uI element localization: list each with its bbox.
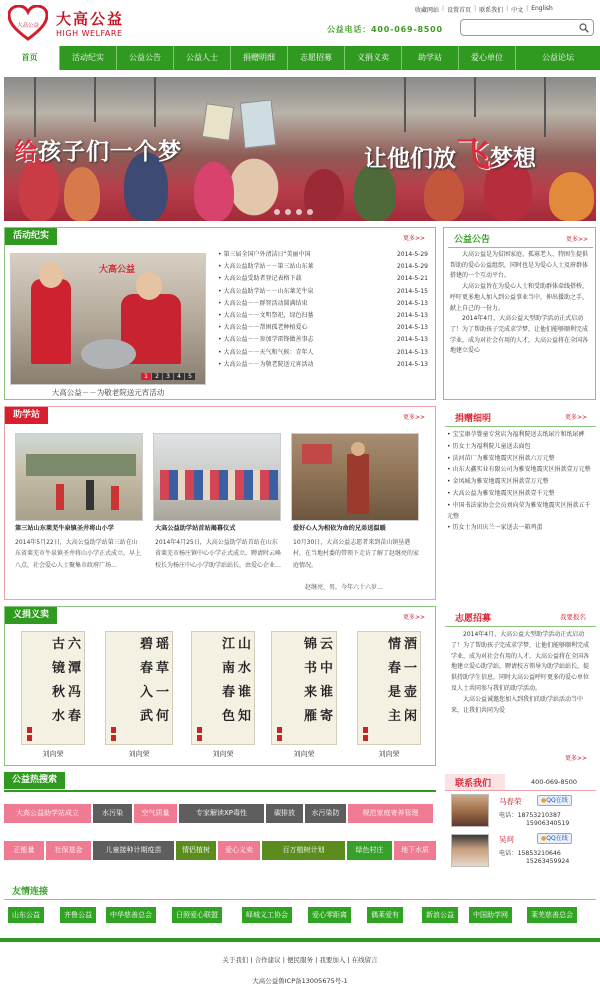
calligraphy-char: 书 (304, 661, 318, 676)
contact-tel: 15853210646 (517, 850, 561, 857)
activities-featured-photo[interactable] (10, 253, 206, 385)
study-extra-3: 赵继亮，男，今年六十六岁… (305, 584, 384, 591)
calligraphy-char: 江 (222, 637, 236, 652)
donation-item[interactable]: • 历女士为田庆兰一家送去一箱鸡蛋 (447, 523, 594, 534)
calligraphy-char: 入 (140, 685, 154, 700)
activity-news-title[interactable]: • 大高公益助学站－－山东莱芜牛泉 (218, 286, 383, 298)
calligraphy-char: 南 (222, 661, 236, 676)
activity-news-date: 2014-5-13 (396, 324, 428, 332)
study-summary-1: 2014年5月22日，大高公益助学站第三站在山东省莱芜市牛泉镇圣井将山小学正式成立。早上八点，社会爱心人士聚集市政府广场… (15, 539, 142, 569)
donation-item[interactable]: • 宝宝康孕婴童专营店为福利院送去纸尿片和纸尿裤 (447, 430, 594, 441)
activity-news-title[interactable]: • 大高公益－－天气和气候：青年人 (218, 347, 383, 359)
contact-name: 吴珂 (499, 835, 514, 844)
contact-name: 马春荣 (499, 797, 522, 806)
calligraphy-char: 闲 (404, 709, 418, 724)
activities-title: 活动纪实 (5, 228, 57, 245)
activity-news-title[interactable]: • 大高公益受助者登记表格下载 (218, 273, 383, 285)
activity-news-date: 2014-5-21 (396, 275, 428, 283)
calligraphy-char: 碧 (140, 637, 154, 652)
activity-news-title[interactable]: • 大高公益－－群智活动圆满结束 (218, 298, 383, 310)
calligraphy-author: 刘向荣 (212, 750, 234, 758)
photo-page-5[interactable]: 5 (185, 373, 195, 380)
footer-link-service[interactable]: 便民服务 (287, 956, 313, 964)
study-photo-2[interactable] (153, 433, 281, 521)
volunteer-paragraph: 大高公益诚邀您加入到我们的助学站活动当中来，让我们共同为爱 (451, 695, 584, 714)
calligraphy-char: 镜 (52, 661, 66, 676)
calligraphy-char: 壶 (404, 685, 418, 700)
banner-slogan-left-red: 给 (14, 138, 38, 165)
calligraphy-seal (277, 735, 282, 741)
donations-more-link[interactable]: 更多>> (565, 414, 588, 421)
contact-title: 联系我们 (455, 779, 492, 789)
charity-sale-more-link[interactable]: 更多>> (403, 614, 426, 621)
footer-links: 关于我们 | 合作建议 | 便民服务 | 我要加入 | 在线留言 (222, 956, 378, 964)
calligraphy-column (304, 638, 318, 734)
nav-people[interactable]: 公益人士 (174, 46, 231, 70)
announcement-title: 公益公告 (454, 235, 491, 245)
hot-search-tag[interactable]: 情侣植树 (176, 841, 216, 860)
calligraphy-char: 寄 (320, 709, 334, 724)
activity-news-item[interactable] (218, 310, 428, 322)
top-link-english[interactable]: English (531, 5, 553, 12)
hot-search-tag[interactable]: 水污染 (93, 804, 132, 823)
study-headline-2[interactable]: 大高公益助学站首站揭幕仪式 (155, 525, 236, 532)
activity-news-date: 2014-5-13 (396, 360, 428, 368)
calligraphy-seal (197, 727, 202, 733)
banner-dot[interactable] (274, 209, 280, 215)
hot-search-tag[interactable]: 爱心义卖 (218, 841, 260, 860)
activity-news-title[interactable]: • 大高公益助学站－－第三站山东莱 (218, 261, 383, 273)
calligraphy-char: 雁 (304, 709, 318, 724)
friend-link[interactable]: 中华慈善总会 (106, 907, 156, 923)
activity-news-item[interactable] (218, 261, 428, 273)
friend-link[interactable]: 中国助学网 (469, 907, 512, 923)
calligraphy-char: 潭 (68, 661, 82, 676)
banner-dot[interactable] (307, 209, 313, 215)
friend-link[interactable]: 爱心零距离 (308, 907, 351, 923)
hot-search-tag[interactable]: 大高公益助学站成立 (4, 804, 91, 823)
contact-tel2: 15263459924 (526, 858, 570, 865)
qq-online-label: QQ在线 (546, 797, 568, 804)
calligraphy-char: 春 (68, 709, 82, 724)
nav-study-station[interactable]: 助学站 (402, 46, 459, 70)
calligraphy-author: 刘向荣 (128, 750, 150, 758)
qq-online-button[interactable] (537, 795, 572, 806)
calligraphy-char: 谁 (238, 685, 252, 700)
contact-phone: 400-069-8500 (531, 778, 578, 786)
calligraphy-char: 山 (238, 637, 252, 652)
study-title: 助学站 (5, 407, 48, 424)
calligraphy-char: 水 (238, 661, 252, 676)
friend-link[interactable]: 莱芜慈善总会 (527, 907, 577, 923)
calligraphy-artwork[interactable] (191, 631, 255, 745)
calligraphy-char: 六 (68, 637, 82, 652)
calligraphy-char: 一 (404, 661, 418, 676)
friend-link[interactable]: 偶莱爱有 (367, 907, 403, 923)
calligraphy-seal (27, 735, 32, 741)
calligraphy-column (320, 638, 334, 734)
banner-slogan-right (364, 127, 536, 176)
donation-item[interactable]: • 历女士为福利院儿童送去面包 (447, 442, 594, 453)
calligraphy-artwork[interactable] (105, 631, 173, 745)
calligraphy-author: 刘向荣 (378, 750, 400, 758)
calligraphy-char: 草 (156, 661, 170, 676)
banner-dot[interactable] (296, 209, 302, 215)
calligraphy-seal (27, 727, 32, 733)
hot-search-tag[interactable]: 百万植树计划 (262, 841, 345, 860)
activities-list (218, 249, 428, 371)
footer-link-message[interactable]: 在线留言 (351, 956, 378, 964)
footer-link-cooperation[interactable]: 合作建议 (254, 956, 281, 964)
calligraphy-seal (197, 735, 202, 741)
logo-heart-text: 大高公益 (16, 23, 40, 29)
calligraphy-char: 来 (304, 685, 318, 700)
logo-heart-icon (8, 5, 48, 41)
announcement-panel (443, 227, 596, 400)
footer-link-join[interactable]: 我要加入 (319, 956, 346, 964)
calligraphy-artwork[interactable] (357, 631, 421, 745)
activity-news-item[interactable] (218, 359, 428, 371)
calligraphy-seal (111, 727, 116, 733)
activity-news-item[interactable] (218, 273, 428, 285)
contact-avatar (451, 794, 489, 827)
nav-volunteers[interactable]: 志愿招募 (288, 46, 345, 70)
volunteer-panel (443, 606, 596, 766)
calligraphy-char: 云 (320, 637, 334, 652)
friends-title: 友情连接 (12, 887, 49, 897)
activity-news-date: 2014-5-29 (396, 263, 428, 271)
volunteer-paragraph: 2014年4月，大高公益大型助学活动正式启动了！为了帮助孩子完成求学梦，让他们能够顺利完成学业，成为对社会有用的人才，大高公益将在全国各地建立爱心助学站，聘请校方领导为助学站站长，提供持助学生信息，同时大高公益呼吁更多的爱心单位及人士共同参与我们的助学活动。 (451, 631, 590, 692)
calligraphy-char: 何 (156, 709, 170, 724)
study-photo-3[interactable] (291, 433, 419, 521)
calligraphy-author: 刘向荣 (293, 750, 315, 758)
activity-news-item[interactable] (218, 334, 428, 346)
study-summary-3: 10月30日，大高公益志愿者来到苗山镇垦港村，在当地村委的带领下走访了解了赵继亮的家庭情况。 (293, 539, 420, 569)
photo-page-1[interactable]: 1 (141, 373, 151, 380)
activity-news-date: 2014-5-29 (396, 251, 428, 258)
contact-tel-label: 电话： (499, 812, 518, 819)
calligraphy-column (238, 638, 252, 734)
calligraphy-char: 主 (388, 709, 402, 724)
footer-link-about[interactable]: 关于我们 (222, 956, 249, 964)
contact-panel (443, 772, 596, 872)
friend-link[interactable]: 日照爱心联盟 (172, 907, 222, 923)
nav-announcements[interactable]: 公益公告 (117, 46, 174, 70)
donation-item[interactable]: • 沃河苗厂为雅安地震灾区捐款六万元整 (447, 454, 594, 465)
activity-news-item[interactable] (218, 322, 428, 334)
activity-news-title[interactable]: • 大高公益－－帮困孤老种植爱心 (218, 322, 383, 334)
donation-item[interactable]: • 中国书法家协会会员刘向荣为雅安地震灾区捐款五千元整 (447, 501, 594, 523)
study-headline-1[interactable]: 第三站山东莱芜牛泉镇圣井将山小学 (15, 525, 114, 532)
friend-link[interactable]: 齐鲁公益 (60, 907, 96, 923)
announcement-paragraph: 大高公益是为贫困家庭、孤寡老人、特困生提供帮助的爱心公益组织，同时也是为爱心人士及府群体搭建的一个互动平台。 (450, 251, 589, 280)
study-headline-3[interactable]: 爱好心人为相依为命的兄弟送温暖 (293, 525, 386, 532)
photo-watermark: 大高公益 (99, 265, 136, 275)
announcement-paragraph: 大高公益旨在为爱心人士和受助群体牵线搭桥，呼吁更多地人加入到公益事业当中，伸出援助之手，献上自己的一份力。 (450, 283, 589, 312)
nav-home[interactable]: 首页 (0, 46, 60, 70)
hot-search-tag[interactable]: 地下水质 (394, 841, 436, 860)
banner-slogan-right-big: 飞 (456, 135, 490, 175)
top-link-homepage[interactable]: 设置首页 (447, 7, 472, 14)
activity-news-title[interactable]: • 大高公益－－文明祭祀，绿色扫墓 (218, 310, 383, 322)
search-input[interactable] (465, 20, 575, 35)
banner-slogan-right-post: 梦想 (490, 145, 536, 172)
friend-link[interactable]: 新浪公益 (422, 907, 458, 923)
study-more-link[interactable]: 更多>> (403, 414, 426, 421)
study-photo-1[interactable] (15, 433, 143, 521)
friend-link[interactable]: 山东公益 (8, 907, 44, 923)
calligraphy-seal (277, 727, 282, 733)
hero-banner[interactable] (4, 77, 596, 221)
nav-activities[interactable]: 活动纪实 (60, 46, 117, 70)
hot-search-title: 公益热搜索 (4, 772, 65, 789)
banner-dot[interactable] (285, 209, 291, 215)
calligraphy-column (68, 638, 82, 734)
calligraphy-char: 酒 (404, 637, 418, 652)
hot-search-tag[interactable]: 碳排放 (266, 804, 303, 823)
calligraphy-char: 瑶 (156, 637, 170, 652)
contact-tel2: 15906340519 (526, 820, 570, 827)
hot-search-tag[interactable]: 绿色村庄 (347, 841, 392, 860)
top-link-bookmark[interactable]: 收藏网站 (415, 7, 440, 14)
banner-slogan-right-pre: 让他们放 (364, 145, 456, 172)
hot-search-tag[interactable]: 规范家庭寄养管理 (348, 804, 433, 823)
donations-title: 捐赠细明 (455, 414, 492, 424)
activities-more-link[interactable]: 更多>> (403, 235, 426, 242)
calligraphy-char: 春 (222, 685, 236, 700)
logo-title[interactable]: 大高公益 (56, 10, 125, 28)
announcement-paragraph: 2014年4月，大高公益大型助学活动正式启动了！为了帮助孩子完成求学梦，让他们能够顺利完成学业，成为对社会有用的人才，大高公益将在全国各地建立爱心 (450, 315, 589, 355)
calligraphy-column (156, 638, 170, 734)
nav-donations[interactable]: 捐赠明细 (231, 46, 288, 70)
nav-forum[interactable]: 公益论坛 (542, 53, 574, 62)
activity-news-date: 2014-5-13 (396, 299, 428, 307)
calligraphy-column (52, 638, 66, 734)
activities-photo-caption[interactable]: 大高公益－－为敬老院送元宵活动 (51, 388, 165, 397)
calligraphy-char: 中 (320, 661, 334, 676)
calligraphy-char: 色 (222, 709, 236, 724)
calligraphy-column (388, 638, 402, 734)
calligraphy-seal (111, 735, 116, 741)
calligraphy-char: 一 (156, 685, 170, 700)
photo-page-3[interactable]: 3 (163, 373, 173, 380)
calligraphy-artwork[interactable] (21, 631, 85, 745)
calligraphy-artwork[interactable] (271, 631, 337, 745)
activity-news-item[interactable] (218, 286, 428, 298)
hot-search-tag[interactable]: 正能量 (4, 841, 44, 860)
hot-search-tag[interactable]: 专家解读XP毒性 (179, 804, 264, 823)
contact-tel: 18753210387 (517, 812, 561, 819)
calligraphy-author: 刘向荣 (42, 750, 64, 758)
calligraphy-char: 水 (52, 709, 66, 724)
hot-search-tag[interactable]: 水污染防 (305, 804, 346, 823)
calligraphy-char: 锦 (304, 637, 318, 652)
calligraphy-column (140, 638, 154, 734)
activity-news-title[interactable]: • 第三届全国户外清洁日“美丽中国 (218, 249, 383, 261)
logo-subtitle: HIGH WELFARE (56, 29, 123, 38)
hot-search-tag[interactable]: 社保基金 (46, 841, 91, 860)
calligraphy-char: 武 (140, 709, 154, 724)
photo-page-2[interactable]: 2 (152, 373, 162, 380)
top-links: 收藏网站 | 设置首页 | 联系我们 | 中文 | English (415, 5, 553, 14)
activity-news-item[interactable] (218, 249, 428, 261)
activity-news-date: 2014-5-13 (396, 348, 428, 356)
activities-panel (4, 227, 436, 400)
study-summary-2: 2014年4月25日，大高公益助学站首站在山东省莱芜市杨庄镇中心小学正式成立，聘请时云峰校长为杨庄中心小学助学站站长，由爱心企业… (155, 539, 282, 569)
charity-sale-panel (4, 606, 436, 766)
calligraphy-char: 情 (388, 637, 402, 652)
calligraphy-char: 春 (140, 661, 154, 676)
contact-avatar (451, 834, 489, 867)
volunteer-title: 志愿招募 (455, 614, 492, 624)
nav-partners[interactable]: 爱心单位 (459, 46, 516, 70)
banner-slogan-left-white: 孩子们一个梦 (38, 138, 182, 165)
donations-panel (443, 406, 596, 600)
hot-search-tag[interactable]: 儿童接种计期疫苗 (93, 841, 174, 860)
qq-icon: ● (541, 835, 547, 842)
top-link-contact[interactable]: 联系我们 (479, 7, 504, 14)
calligraphy-column (222, 638, 236, 734)
search-box (460, 19, 594, 36)
nav-charity-sale[interactable]: 义捐义卖 (345, 46, 402, 70)
activity-news-title[interactable]: • 大高公益－－参加学雷锋做善事志 (218, 334, 383, 346)
banner-slogan-left (14, 133, 182, 166)
donations-list (447, 430, 594, 535)
calligraphy-column (404, 638, 418, 734)
calligraphy-char: 春 (388, 661, 402, 676)
activity-news-date: 2014-5-13 (396, 311, 428, 319)
volunteer-signup-link[interactable]: 我要报名 (560, 613, 586, 621)
qq-online-label: QQ在线 (546, 835, 568, 842)
photo-page-4[interactable]: 4 (174, 373, 184, 380)
calligraphy-char: 古 (52, 637, 66, 652)
banner-pager (274, 209, 313, 215)
calligraphy-char: 是 (388, 685, 402, 700)
donation-item[interactable]: • 山东大鑫实业有限公司为雅安地震灾区捐款壹万元整 (447, 465, 594, 476)
contact-tel-label: 电话： (499, 850, 518, 857)
hot-search-tag[interactable]: 空气质量 (134, 804, 177, 823)
search-icon[interactable] (579, 23, 589, 33)
activity-news-title[interactable]: • 大高公益－－为敬老院送元宵活动 (218, 359, 383, 371)
announcement-more-link[interactable]: 更多>> (566, 236, 589, 243)
calligraphy-char: 谁 (320, 685, 334, 700)
calligraphy-seal (363, 727, 368, 733)
footer-icp: 大高公益鲁ICP备13005675号-1 (252, 977, 348, 985)
main-nav (0, 46, 600, 70)
top-link-chinese[interactable]: 中文 (511, 7, 524, 14)
activity-news-item[interactable] (218, 347, 428, 359)
calligraphy-char: 冯 (68, 685, 82, 700)
donation-item[interactable]: • 大高公益为雅安地震灾区捐款壹千元整 (447, 489, 594, 500)
qq-online-button[interactable] (537, 833, 572, 844)
calligraphy-char: 秋 (52, 685, 66, 700)
hotline: 公益电话：400-069-8500 (327, 25, 443, 34)
calligraphy-seal (363, 735, 368, 741)
friend-link[interactable]: 峄城义工协会 (242, 907, 292, 923)
calligraphy-char: 知 (238, 709, 252, 724)
activity-news-item[interactable] (218, 298, 428, 310)
study-panel (4, 406, 436, 600)
activity-news-date: 2014-5-13 (396, 336, 428, 344)
qq-icon: ● (541, 797, 547, 804)
volunteer-more-link[interactable]: 更多>> (565, 755, 588, 762)
charity-sale-title: 义捐义卖 (5, 607, 57, 624)
donation-item[interactable]: • 金凤城为雅安地震灾区捐款壹万元整 (447, 477, 594, 488)
photo-pager (141, 373, 195, 380)
activity-news-date: 2014-5-15 (396, 287, 428, 295)
